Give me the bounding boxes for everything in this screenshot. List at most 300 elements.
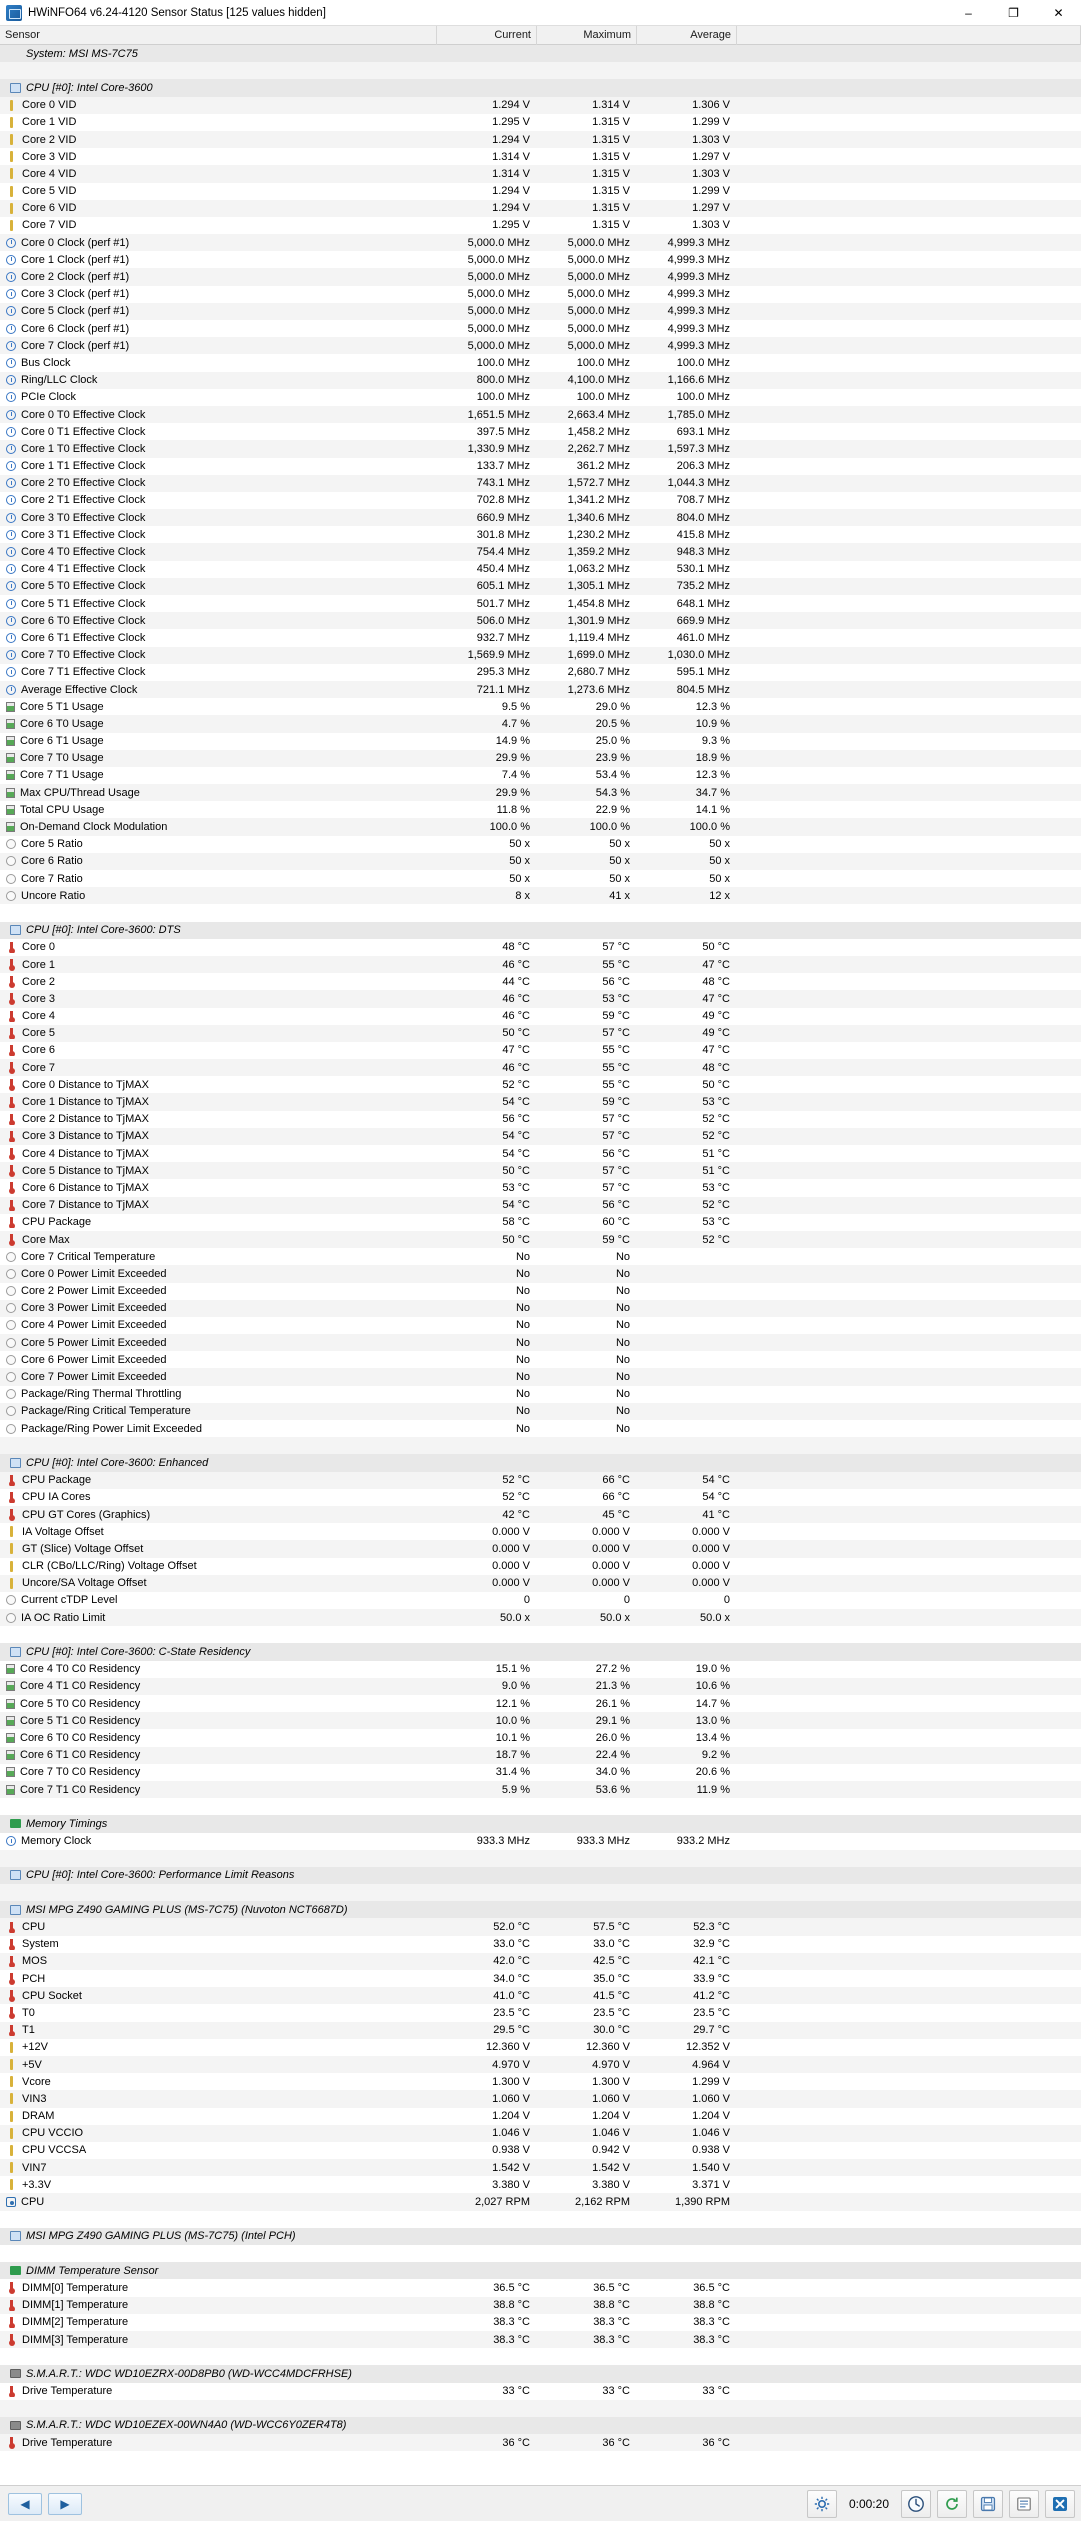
- sensor-label: Core 2 VID: [22, 133, 77, 146]
- sensor-name-cell: [0, 1887, 437, 1898]
- sensor-row[interactable]: [0, 1850, 1081, 1867]
- sensor-row[interactable]: [0, 904, 1081, 921]
- sensor-average-value: 34.7 %: [695, 786, 730, 799]
- column-header-sensor[interactable]: Sensor: [0, 26, 437, 45]
- sensor-table[interactable]: [0, 45, 1081, 2485]
- sensor-label: +5V: [22, 2058, 42, 2071]
- sensor-name-cell: [0, 185, 437, 197]
- sensor-row[interactable]: [0, 509, 1081, 526]
- sensor-row[interactable]: [0, 131, 1081, 148]
- sensor-row[interactable]: [0, 1747, 1081, 1764]
- sensor-label: Core 0: [22, 941, 56, 954]
- sensor-name-cell: [0, 202, 437, 214]
- voltage-icon: [6, 2059, 17, 2070]
- sensor-row[interactable]: [0, 1558, 1081, 1575]
- temperature-icon: [6, 2300, 17, 2311]
- column-header-current[interactable]: Current: [437, 26, 537, 45]
- sensor-row[interactable]: [0, 1317, 1081, 1334]
- sensor-group-row[interactable]: [0, 1454, 1081, 1471]
- blank-icon: [6, 2403, 17, 2414]
- column-header-average[interactable]: Average: [637, 26, 737, 45]
- sensor-row[interactable]: [0, 2348, 1081, 2365]
- sensor-row[interactable]: [0, 2108, 1081, 2125]
- sensor-maximum-value: 1.060 V: [592, 2092, 630, 2105]
- sensor-average-value: 4,999.3 MHz: [667, 236, 730, 249]
- sensor-row[interactable]: [0, 1368, 1081, 1385]
- sensor-row[interactable]: [0, 337, 1081, 354]
- sensor-row[interactable]: [0, 234, 1081, 251]
- sensor-average-value: 14.1 %: [695, 803, 730, 816]
- sensor-row[interactable]: [0, 2434, 1081, 2451]
- temperature-icon: [6, 2007, 17, 2018]
- column-header-maximum[interactable]: Maximum: [537, 26, 637, 45]
- sensor-row[interactable]: [0, 1231, 1081, 1248]
- sensor-maximum-value: 57 °C: [602, 1181, 630, 1194]
- sensor-row[interactable]: [0, 2039, 1081, 2056]
- sensor-average-value: 648.1 MHz: [676, 597, 730, 610]
- sensor-name-cell: [0, 1784, 437, 1796]
- sensor-maximum-value: 25.0 %: [595, 735, 630, 748]
- sensor-group-row[interactable]: [0, 1867, 1081, 1884]
- sensor-current-value: 54 °C: [502, 1130, 530, 1143]
- sensor-row[interactable]: [0, 458, 1081, 475]
- sensor-row[interactable]: [0, 836, 1081, 853]
- sensor-row[interactable]: [0, 647, 1081, 664]
- sensor-row[interactable]: [0, 578, 1081, 595]
- sensor-row[interactable]: [0, 1540, 1081, 1557]
- sensor-row[interactable]: [0, 1884, 1081, 1901]
- sensor-row[interactable]: [0, 1437, 1081, 1454]
- sensor-maximum-value: 5,000.0 MHz: [567, 322, 630, 335]
- sensor-row[interactable]: [0, 2400, 1081, 2417]
- sensor-label: Uncore/SA Voltage Offset: [22, 1577, 147, 1590]
- sensor-row[interactable]: [0, 1265, 1081, 1282]
- sensor-name-cell: [0, 976, 437, 988]
- sensor-row[interactable]: [0, 1334, 1081, 1351]
- sensor-current-value: 15.1 %: [495, 1663, 530, 1676]
- sensor-row[interactable]: [0, 1918, 1081, 1935]
- sensor-row[interactable]: [0, 715, 1081, 732]
- sensor-maximum-value: No: [615, 1405, 630, 1418]
- sensor-row[interactable]: [0, 973, 1081, 990]
- sensor-row[interactable]: [0, 62, 1081, 79]
- sensor-row[interactable]: [0, 2125, 1081, 2142]
- voltage-icon: [6, 186, 17, 197]
- sensor-row[interactable]: [0, 440, 1081, 457]
- sensor-average-value: 53 °C: [702, 1181, 730, 1194]
- sensor-label: Core 0 T1 Effective Clock: [21, 425, 146, 438]
- sensor-row[interactable]: [0, 303, 1081, 320]
- sensor-maximum-value: 1,273.6 MHz: [567, 683, 630, 696]
- sensor-row[interactable]: [0, 406, 1081, 423]
- sensor-group-row[interactable]: [0, 922, 1081, 939]
- sensor-row[interactable]: [0, 372, 1081, 389]
- sensor-row[interactable]: [0, 1729, 1081, 1746]
- sensor-row[interactable]: [0, 1953, 1081, 1970]
- maximize-button[interactable]: ❐: [1008, 6, 1019, 20]
- sensor-maximum-value: 0.942 V: [592, 2144, 630, 2157]
- column-header: [0, 26, 1081, 45]
- voltage-icon: [6, 1578, 17, 1589]
- usage-icon: [6, 805, 15, 815]
- sensor-row[interactable]: [0, 1609, 1081, 1626]
- sensor-average-value: 933.2 MHz: [676, 1835, 730, 1848]
- sensor-row[interactable]: [0, 1987, 1081, 2004]
- sensor-group-row[interactable]: [0, 79, 1081, 96]
- sensor-row[interactable]: [0, 183, 1081, 200]
- sensor-row[interactable]: [0, 767, 1081, 784]
- sensor-maximum-value: 1.315 V: [592, 202, 630, 215]
- sensor-row[interactable]: [0, 1076, 1081, 1093]
- clock-icon: [6, 461, 16, 471]
- sensor-row[interactable]: [0, 114, 1081, 131]
- clock-icon: [6, 272, 16, 282]
- sensor-row[interactable]: [0, 1248, 1081, 1265]
- sensor-row[interactable]: [0, 561, 1081, 578]
- sensor-row[interactable]: [0, 1506, 1081, 1523]
- sensor-average-value: 693.1 MHz: [676, 425, 730, 438]
- sensor-average-value: 33.9 °C: [693, 1972, 730, 1985]
- sensor-label: Core 3 VID: [22, 150, 77, 163]
- sensor-name-cell: [0, 2299, 437, 2311]
- status-bar-right: [807, 2490, 1081, 2518]
- sensor-maximum-value: 57.5 °C: [593, 1921, 630, 1934]
- blank-icon: [6, 1801, 17, 1812]
- sensor-row[interactable]: [0, 1093, 1081, 1110]
- sensor-row[interactable]: [0, 1145, 1081, 1162]
- sensor-row[interactable]: [0, 1420, 1081, 1437]
- temperature-icon: [6, 2437, 17, 2448]
- clock-icon: [6, 341, 16, 351]
- sensor-current-value: 0.938 V: [492, 2144, 530, 2157]
- sensor-average-value: 0.938 V: [692, 2144, 730, 2157]
- sensor-row[interactable]: [0, 354, 1081, 371]
- sensor-label: CPU Package: [22, 1474, 92, 1487]
- sensor-row[interactable]: [0, 1575, 1081, 1592]
- sensor-label: CLR (CBo/LLC/Ring) Voltage Offset: [22, 1560, 197, 1573]
- sensor-maximum-value: 2,262.7 MHz: [567, 442, 630, 455]
- sensor-row[interactable]: [0, 1523, 1081, 1540]
- sensor-row[interactable]: [0, 2279, 1081, 2296]
- sensor-row[interactable]: [0, 1214, 1081, 1231]
- sensor-row[interactable]: [0, 251, 1081, 268]
- sensor-row[interactable]: [0, 1970, 1081, 1987]
- sensor-row[interactable]: [0, 1489, 1081, 1506]
- sensor-row[interactable]: [0, 887, 1081, 904]
- sensor-name-cell: [0, 1096, 437, 1108]
- sensor-name-cell: [0, 1130, 437, 1142]
- close-x-icon: [1052, 2496, 1068, 2512]
- sensor-row[interactable]: [0, 853, 1081, 870]
- sensor-name-cell: [0, 237, 437, 249]
- sensor-maximum-value: 5,000.0 MHz: [567, 288, 630, 301]
- sensor-name-cell: [0, 1612, 437, 1624]
- sensor-row[interactable]: [0, 1798, 1081, 1815]
- sensor-group-row[interactable]: [0, 45, 1081, 62]
- sensor-row[interactable]: [0, 2073, 1081, 2090]
- sensor-row[interactable]: [0, 612, 1081, 629]
- voltage-icon: [6, 2179, 17, 2190]
- sensor-current-value: 301.8 MHz: [476, 528, 530, 541]
- voltage-icon: [6, 2076, 17, 2087]
- sensor-name-cell: [0, 1423, 437, 1435]
- usage-icon: [6, 719, 15, 729]
- sensor-row[interactable]: [0, 320, 1081, 337]
- sensor-row[interactable]: [0, 286, 1081, 303]
- sensor-row[interactable]: [0, 2056, 1081, 2073]
- sensor-row[interactable]: [0, 870, 1081, 887]
- sensor-maximum-value: 26.0 %: [595, 1731, 630, 1744]
- sensor-row[interactable]: [0, 1283, 1081, 1300]
- sensor-maximum-value: 59 °C: [602, 1233, 630, 1246]
- reset-button[interactable]: [937, 2490, 967, 2518]
- clock-button[interactable]: [901, 2490, 931, 2518]
- sensor-name-cell: [0, 1973, 437, 1985]
- temperature-icon: [6, 1990, 17, 2001]
- sensor-current-value: 5.9 %: [501, 1783, 530, 1796]
- sensor-name-cell: [0, 1801, 437, 1812]
- sensor-current-value: No: [515, 1388, 530, 1401]
- sensor-row[interactable]: [0, 2176, 1081, 2193]
- temperature-icon: [6, 1114, 17, 1125]
- other-sensor-icon: [6, 1269, 16, 1279]
- sensor-average-value: 52 °C: [702, 1199, 730, 1212]
- sensor-current-value: 36.5 °C: [493, 2281, 530, 2294]
- sensor-row[interactable]: [0, 1781, 1081, 1798]
- sensor-row[interactable]: [0, 698, 1081, 715]
- sensor-row[interactable]: [0, 200, 1081, 217]
- sensor-average-value: 1.299 V: [692, 2075, 730, 2088]
- sensor-row[interactable]: [0, 2159, 1081, 2176]
- temperature-icon: [6, 1079, 17, 1090]
- sensor-row[interactable]: [0, 664, 1081, 681]
- sensor-row[interactable]: [0, 217, 1081, 234]
- sensor-maximum-value: 42.5 °C: [593, 1955, 630, 1968]
- sensor-current-value: No: [515, 1371, 530, 1384]
- sensor-maximum-value: 21.3 %: [595, 1680, 630, 1693]
- sensor-row[interactable]: [0, 1059, 1081, 1076]
- sensor-average-value: 10.9 %: [695, 717, 730, 730]
- sensor-label: Core 3 Distance to TjMAX: [22, 1130, 149, 1143]
- sensor-maximum-value: 4,100.0 MHz: [567, 374, 630, 387]
- column-header-spacer: [737, 26, 1081, 45]
- sensor-maximum-value: 41.5 °C: [593, 1989, 630, 2002]
- sensor-average-value: 33 °C: [702, 2385, 730, 2398]
- sensor-row[interactable]: [0, 1403, 1081, 1420]
- sensor-row[interactable]: [0, 475, 1081, 492]
- sensor-row[interactable]: [0, 2004, 1081, 2021]
- sensor-row[interactable]: [0, 165, 1081, 182]
- sensor-group-row[interactable]: [0, 2228, 1081, 2245]
- sensor-row[interactable]: [0, 2211, 1081, 2228]
- sensor-row[interactable]: [0, 2331, 1081, 2348]
- sensor-row[interactable]: [0, 801, 1081, 818]
- sensor-row[interactable]: [0, 492, 1081, 509]
- sensor-average-value: 4,999.3 MHz: [667, 322, 730, 335]
- sensor-name-cell: [0, 512, 437, 524]
- sensor-row[interactable]: [0, 1678, 1081, 1695]
- sensor-maximum-value: 1.542 V: [592, 2161, 630, 2174]
- sensor-maximum-value: 50.0 x: [600, 1611, 630, 1624]
- sensor-group-row[interactable]: [0, 1815, 1081, 1832]
- sensor-row[interactable]: [0, 543, 1081, 560]
- sensor-current-value: 47 °C: [502, 1044, 530, 1057]
- sensor-row[interactable]: [0, 1695, 1081, 1712]
- sensor-name-cell: [0, 1165, 437, 1177]
- sensor-average-value: 50 x: [709, 855, 730, 868]
- sensor-row[interactable]: [0, 681, 1081, 698]
- exit-button[interactable]: [1045, 2490, 1075, 2518]
- sensor-name-cell: [0, 1371, 437, 1383]
- sensor-row[interactable]: [0, 1661, 1081, 1678]
- sensor-average-value: 1.540 V: [692, 2161, 730, 2174]
- sensor-row[interactable]: [0, 389, 1081, 406]
- sensor-average-value: 38.3 °C: [693, 2316, 730, 2329]
- sensor-row[interactable]: [0, 2297, 1081, 2314]
- sensor-current-value: 5,000.0 MHz: [467, 322, 530, 335]
- sensor-current-value: 100.0 MHz: [476, 356, 530, 369]
- close-window-button[interactable]: ✕: [1053, 6, 1064, 20]
- sensor-name-cell: [0, 666, 437, 678]
- sensor-row[interactable]: [0, 733, 1081, 750]
- sensor-row[interactable]: [0, 1386, 1081, 1403]
- sensor-average-value: 14.7 %: [695, 1697, 730, 1710]
- sensor-group-row[interactable]: [0, 2365, 1081, 2382]
- sensor-row[interactable]: [0, 2090, 1081, 2107]
- sensor-row[interactable]: [0, 2245, 1081, 2262]
- sensor-current-value: No: [515, 1405, 530, 1418]
- blank-icon: [6, 1440, 17, 1451]
- sensor-average-value: 735.2 MHz: [676, 580, 730, 593]
- sensor-average-value: 10.6 %: [695, 1680, 730, 1693]
- sensor-row[interactable]: [0, 595, 1081, 612]
- temperature-icon: [6, 976, 17, 987]
- sensor-group-row[interactable]: [0, 2417, 1081, 2434]
- motherboard-icon: [10, 1458, 21, 1468]
- sensor-average-value: 1.299 V: [692, 116, 730, 129]
- sensor-group-row[interactable]: [0, 1901, 1081, 1918]
- sensor-average-value: 51 °C: [702, 1164, 730, 1177]
- sensor-row[interactable]: [0, 1351, 1081, 1368]
- sensor-row[interactable]: [0, 1025, 1081, 1042]
- sensor-name-cell: [0, 1560, 437, 1572]
- sensor-name-cell: [0, 2041, 437, 2053]
- sensor-row[interactable]: [0, 1764, 1081, 1781]
- sensor-row[interactable]: [0, 1179, 1081, 1196]
- sensor-name-cell: [0, 1835, 437, 1847]
- sensor-row[interactable]: [0, 2383, 1081, 2400]
- sensor-average-value: 804.0 MHz: [676, 511, 730, 524]
- sensor-row[interactable]: [0, 1936, 1081, 1953]
- sensor-row[interactable]: [0, 1472, 1081, 1489]
- other-sensor-icon: [6, 1372, 16, 1382]
- sensor-name-cell: [0, 1027, 437, 1039]
- sensor-name-cell: [0, 1594, 437, 1606]
- sensor-group-row[interactable]: [0, 2262, 1081, 2279]
- sensor-group-row[interactable]: [0, 1643, 1081, 1660]
- other-sensor-icon: [6, 874, 16, 884]
- sensor-row[interactable]: [0, 97, 1081, 114]
- sensor-row[interactable]: [0, 268, 1081, 285]
- sensor-label: Core Max: [22, 1233, 70, 1246]
- sensor-name-cell: [0, 1663, 437, 1675]
- sensor-row[interactable]: [0, 1128, 1081, 1145]
- sensor-row[interactable]: [0, 1300, 1081, 1317]
- sensor-row[interactable]: [0, 1833, 1081, 1850]
- save-report-button[interactable]: [973, 2490, 1003, 2518]
- usage-icon: [6, 753, 15, 763]
- sensor-row[interactable]: [0, 1042, 1081, 1059]
- sensor-row[interactable]: [0, 818, 1081, 835]
- sensor-row[interactable]: [0, 2022, 1081, 2039]
- sensor-row[interactable]: [0, 1626, 1081, 1643]
- sensor-row[interactable]: [0, 2193, 1081, 2210]
- sensor-label: Core 5 VID: [22, 185, 77, 198]
- sensor-row[interactable]: [0, 784, 1081, 801]
- nav-prev-button[interactable]: ◀: [8, 2493, 42, 2515]
- sensor-row[interactable]: [0, 2314, 1081, 2331]
- sensor-row[interactable]: [0, 629, 1081, 646]
- sensor-row[interactable]: [0, 956, 1081, 973]
- sensor-label: Core 7 Power Limit Exceeded: [21, 1371, 167, 1384]
- sensor-name-cell: [0, 649, 437, 661]
- sensor-row[interactable]: [0, 1712, 1081, 1729]
- sensor-name-cell: [0, 1818, 437, 1830]
- sensor-name-cell: [0, 1440, 437, 1451]
- sensor-row[interactable]: [0, 148, 1081, 165]
- sensor-current-value: 53 °C: [502, 1181, 530, 1194]
- sensor-row[interactable]: [0, 939, 1081, 956]
- sensor-name-cell: [0, 2076, 437, 2088]
- sensor-row[interactable]: [0, 526, 1081, 543]
- sensor-row[interactable]: [0, 990, 1081, 1007]
- sensor-label: Core 4 VID: [22, 167, 77, 180]
- sensor-name-cell: [0, 1199, 437, 1211]
- sensor-current-value: 397.5 MHz: [476, 425, 530, 438]
- sensor-average-value: 708.7 MHz: [676, 494, 730, 507]
- sensor-row[interactable]: [0, 1592, 1081, 1609]
- sensor-average-value: 669.9 MHz: [676, 614, 730, 627]
- sensor-maximum-value: 55 °C: [602, 1078, 630, 1091]
- sensor-label: VIN7: [22, 2161, 47, 2174]
- nav-next-button[interactable]: ▶: [48, 2493, 82, 2515]
- sensor-row[interactable]: [0, 423, 1081, 440]
- sensor-settings-button[interactable]: [807, 2490, 837, 2518]
- sensor-maximum-value: 59 °C: [602, 1096, 630, 1109]
- clock-icon: [6, 530, 16, 540]
- sensor-row[interactable]: [0, 1008, 1081, 1025]
- sensor-average-value: 36.5 °C: [693, 2281, 730, 2294]
- sensor-row[interactable]: [0, 2142, 1081, 2159]
- sensor-average-value: 595.1 MHz: [676, 666, 730, 679]
- minimize-button[interactable]: –: [965, 6, 972, 20]
- logging-button[interactable]: [1009, 2490, 1039, 2518]
- sensor-row[interactable]: [0, 1197, 1081, 1214]
- sensor-current-value: No: [515, 1250, 530, 1263]
- temperature-icon: [6, 2386, 17, 2397]
- sensor-label: Core 5 Ratio: [21, 838, 83, 851]
- sensor-row[interactable]: [0, 1111, 1081, 1128]
- sensor-row[interactable]: [0, 750, 1081, 767]
- sensor-current-value: 9.0 %: [501, 1680, 530, 1693]
- sensor-maximum-value: 29.1 %: [595, 1714, 630, 1727]
- sensor-current-value: 50 x: [509, 838, 530, 851]
- sensor-average-value: 530.1 MHz: [676, 563, 730, 576]
- other-sensor-icon: [6, 1424, 16, 1434]
- sensor-row[interactable]: [0, 1162, 1081, 1179]
- sensor-maximum-value: No: [615, 1388, 630, 1401]
- refresh-icon: [944, 2496, 960, 2512]
